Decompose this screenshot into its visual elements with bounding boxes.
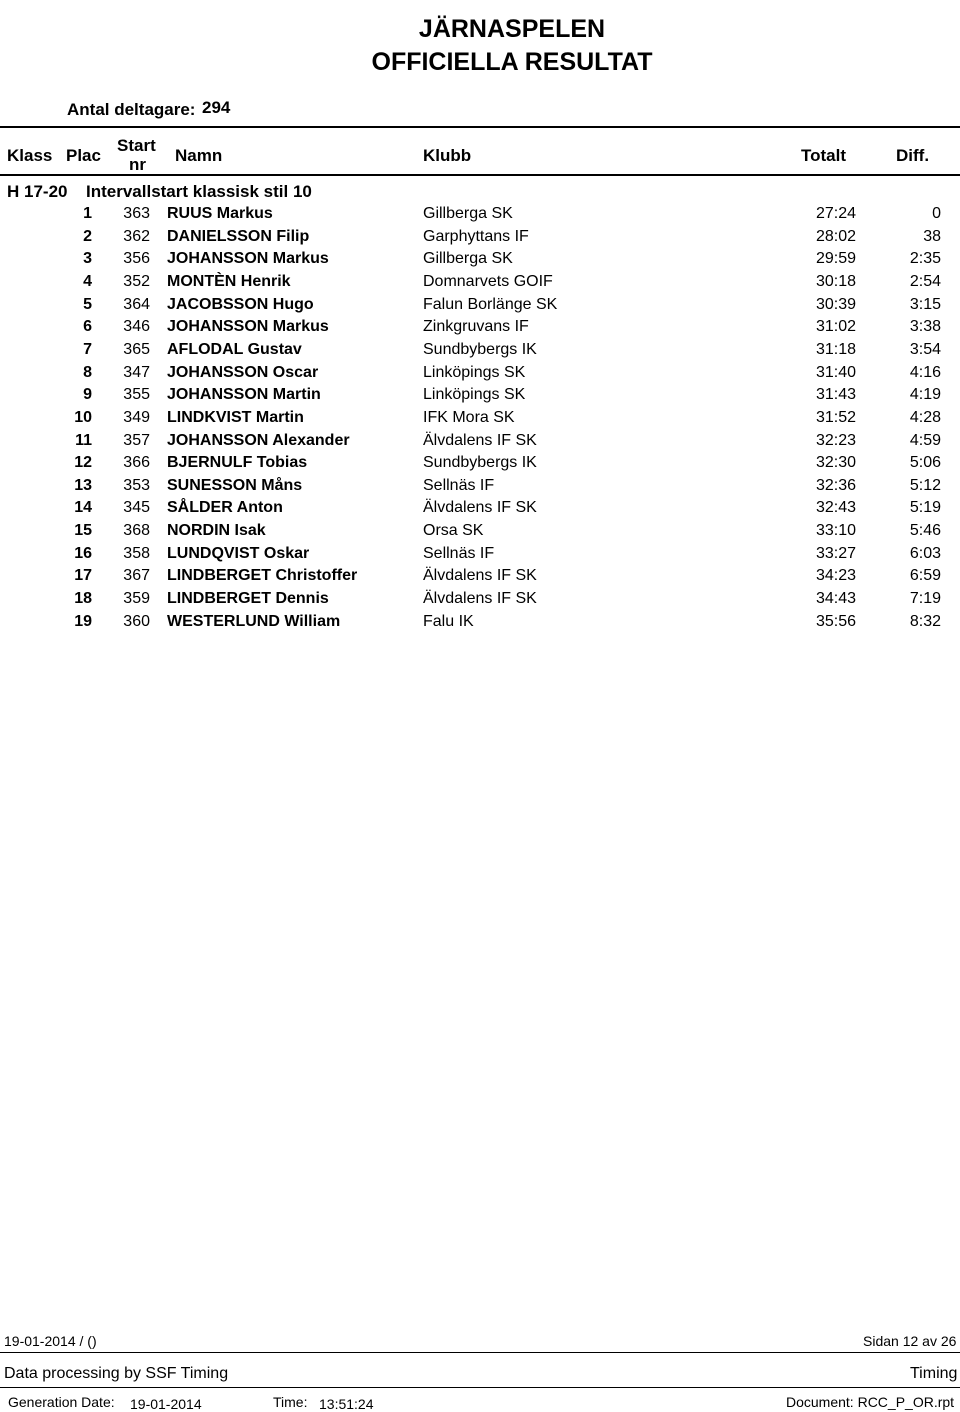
result-place: 6 <box>83 318 92 336</box>
result-club: Falu IK <box>423 612 474 630</box>
result-start-number: 345 <box>123 499 150 517</box>
result-start-number: 357 <box>123 431 150 449</box>
result-place: 11 <box>75 431 92 449</box>
result-diff: 4:59 <box>909 431 941 449</box>
result-place: 19 <box>74 612 92 630</box>
result-diff: 3:38 <box>909 318 941 336</box>
result-place: 16 <box>74 544 92 562</box>
table-row <box>0 228 960 250</box>
result-diff: 5:12 <box>909 476 941 494</box>
document-name: Document: RCC_P_OR.rpt <box>786 1394 955 1410</box>
result-name: JOHANSSON Markus <box>167 318 329 336</box>
result-place: 5 <box>83 295 92 313</box>
result-start-number: 365 <box>123 340 150 358</box>
result-club: Gillberga SK <box>423 250 513 268</box>
result-club: IFK Mora SK <box>423 408 515 426</box>
result-club: Sellnäs IF <box>423 544 495 562</box>
result-diff: 8:32 <box>909 612 941 630</box>
result-club: Älvdalens IF SK <box>423 590 537 608</box>
result-place: 2 <box>83 227 92 245</box>
result-diff: 4:19 <box>909 386 941 404</box>
result-diff: 4:28 <box>909 408 941 426</box>
page-title: JÄRNASPELEN <box>418 15 606 43</box>
table-row <box>0 318 960 340</box>
result-name: LUNDQVIST Oskar <box>167 544 310 562</box>
table-row <box>0 386 960 408</box>
result-club: Garphyttans IF <box>423 227 529 245</box>
result-diff: 5:19 <box>909 499 941 517</box>
footer-date: 19-01-2014 / () <box>4 1333 97 1349</box>
table-row <box>0 273 960 295</box>
result-start-number: 367 <box>123 567 150 585</box>
result-start-number: 368 <box>123 522 150 540</box>
result-total-time: 35:56 <box>815 612 856 630</box>
table-row <box>0 545 960 567</box>
footer-page: Sidan 12 av 26 <box>863 1333 957 1349</box>
result-diff: 2:35 <box>909 250 941 268</box>
result-diff: 7:19 <box>909 590 941 608</box>
result-name: BJERNULF Tobias <box>167 454 308 472</box>
result-club: Älvdalens IF SK <box>423 567 537 585</box>
class-name: H 17-20 <box>7 182 68 201</box>
result-total-time: 31:43 <box>815 386 856 404</box>
result-total-time: 32:43 <box>815 499 856 517</box>
result-total-time: 32:36 <box>815 476 856 494</box>
result-place: 14 <box>74 499 92 517</box>
result-total-time: 32:30 <box>815 454 856 472</box>
col-klass: Klass <box>7 146 53 165</box>
col-namn: Namn <box>175 146 223 165</box>
table-row <box>0 432 960 454</box>
result-place: 7 <box>83 340 92 358</box>
result-start-number: 356 <box>123 250 150 268</box>
result-total-time: 27:24 <box>815 205 856 222</box>
result-club: Älvdalens IF SK <box>423 431 537 449</box>
participants-count: 294 <box>202 98 231 117</box>
result-diff: 5:06 <box>909 454 941 472</box>
result-name: SUNESSON Måns <box>167 476 303 494</box>
result-total-time: 31:02 <box>815 318 856 336</box>
result-total-time: 34:43 <box>815 590 856 608</box>
result-name: LINDKVIST Martin <box>167 408 304 426</box>
result-start-number: 363 <box>123 205 150 222</box>
class-description: Intervallstart klassisk stil 10 <box>86 182 312 201</box>
table-row <box>0 205 960 227</box>
header-bottom-rule <box>0 174 960 176</box>
result-total-time: 33:27 <box>815 544 856 562</box>
col-start: Start <box>117 136 156 155</box>
result-name: JOHANSSON Oscar <box>167 363 319 381</box>
result-place: 13 <box>74 476 92 494</box>
result-club: Sundbybergs IK <box>423 340 537 358</box>
result-diff: 2:54 <box>909 272 941 290</box>
col-klubb: Klubb <box>423 146 472 165</box>
col-totalt: Totalt <box>801 146 847 165</box>
result-place: 15 <box>74 522 92 540</box>
table-row <box>0 250 960 272</box>
result-total-time: 30:18 <box>815 272 856 290</box>
result-diff: 6:59 <box>909 567 941 585</box>
result-name: MONTÈN Henrik <box>167 272 291 290</box>
result-start-number: 362 <box>123 227 150 245</box>
result-name: JOHANSSON Alexander <box>167 431 350 449</box>
table-row <box>0 409 960 431</box>
result-club: Gillberga SK <box>423 205 513 222</box>
result-name: NORDIN Isak <box>167 522 266 540</box>
table-row <box>0 364 960 386</box>
result-start-number: 359 <box>123 590 150 608</box>
table-row <box>0 522 960 544</box>
result-name: LINDBERGET Dennis <box>167 590 329 608</box>
result-total-time: 29:59 <box>815 250 856 268</box>
col-start-nr: nr <box>129 155 146 174</box>
result-start-number: 353 <box>123 476 150 494</box>
result-total-time: 31:52 <box>815 408 856 426</box>
result-diff: 38 <box>923 227 941 245</box>
result-start-number: 346 <box>123 318 150 336</box>
table-row <box>0 613 960 635</box>
result-total-time: 33:10 <box>815 522 856 540</box>
result-diff: 0 <box>932 205 941 222</box>
result-place: 12 <box>74 454 92 472</box>
result-diff: 5:46 <box>909 522 941 540</box>
result-name: AFLODAL Gustav <box>167 340 302 358</box>
footer-rule-bottom <box>0 1387 960 1388</box>
page-subtitle: OFFICIELLA RESULTAT <box>371 48 653 76</box>
result-club: Sundbybergs IK <box>423 454 537 472</box>
generation-date: 19-01-2014 <box>130 1396 202 1412</box>
time-value: 13:51:24 <box>319 1396 374 1412</box>
table-row <box>0 590 960 612</box>
result-total-time: 30:39 <box>815 295 856 313</box>
result-start-number: 347 <box>123 363 150 381</box>
time-label: Time: <box>273 1394 308 1410</box>
result-start-number: 352 <box>123 272 150 290</box>
result-name: LINDBERGET Christoffer <box>167 567 358 585</box>
result-name: DANIELSSON Filip <box>167 227 310 245</box>
result-total-time: 31:40 <box>815 363 856 381</box>
footer-data-processing: Data processing by SSF Timing <box>4 1365 229 1382</box>
participants-label: Antal deltagare: <box>67 100 196 119</box>
generation-date-label: Generation Date: <box>8 1394 115 1410</box>
result-club: Falun Borlänge SK <box>423 295 558 313</box>
result-start-number: 355 <box>123 386 150 404</box>
table-row <box>0 477 960 499</box>
result-place: 18 <box>74 590 92 608</box>
result-diff: 6:03 <box>909 544 941 562</box>
result-name: RUUS Markus <box>167 205 273 222</box>
result-name: WESTERLUND William <box>167 612 341 630</box>
footer-timing: Timing <box>910 1365 958 1382</box>
table-row <box>0 296 960 318</box>
col-plac: Plac <box>66 146 101 165</box>
result-diff: 3:54 <box>909 340 941 358</box>
result-start-number: 358 <box>123 544 150 562</box>
result-name: JOHANSSON Markus <box>167 250 329 268</box>
result-name: JACOBSSON Hugo <box>167 295 314 313</box>
result-total-time: 32:23 <box>815 431 856 449</box>
result-club: Zinkgruvans IF <box>423 318 529 336</box>
result-diff: 3:15 <box>909 295 941 313</box>
table-row <box>0 341 960 363</box>
result-start-number: 349 <box>123 408 150 426</box>
result-name: JOHANSSON Martin <box>167 386 321 404</box>
result-place: 17 <box>74 567 92 585</box>
result-total-time: 28:02 <box>815 227 856 245</box>
result-club: Älvdalens IF SK <box>423 499 537 517</box>
result-place: 4 <box>83 272 92 290</box>
result-club: Linköpings SK <box>423 386 526 404</box>
result-club: Sellnäs IF <box>423 476 495 494</box>
result-start-number: 366 <box>123 454 150 472</box>
result-start-number: 364 <box>123 295 150 313</box>
result-club: Orsa SK <box>423 522 484 540</box>
result-place: 1 <box>83 205 92 222</box>
result-place: 3 <box>83 250 92 268</box>
result-total-time: 31:18 <box>815 340 856 358</box>
header-top-rule <box>0 126 960 128</box>
result-start-number: 360 <box>123 612 150 630</box>
result-place: 9 <box>83 386 92 404</box>
footer-rule-top <box>0 1352 960 1353</box>
result-club: Domnarvets GOIF <box>423 272 553 290</box>
col-diff: Diff. <box>896 146 930 165</box>
result-diff: 4:16 <box>909 363 941 381</box>
table-row <box>0 499 960 521</box>
table-row <box>0 567 960 589</box>
result-club: Linköpings SK <box>423 363 526 381</box>
result-name: SÅLDER Anton <box>167 499 283 517</box>
table-row <box>0 454 960 476</box>
result-place: 8 <box>83 363 92 381</box>
result-place: 10 <box>74 408 92 426</box>
result-total-time: 34:23 <box>815 567 856 585</box>
